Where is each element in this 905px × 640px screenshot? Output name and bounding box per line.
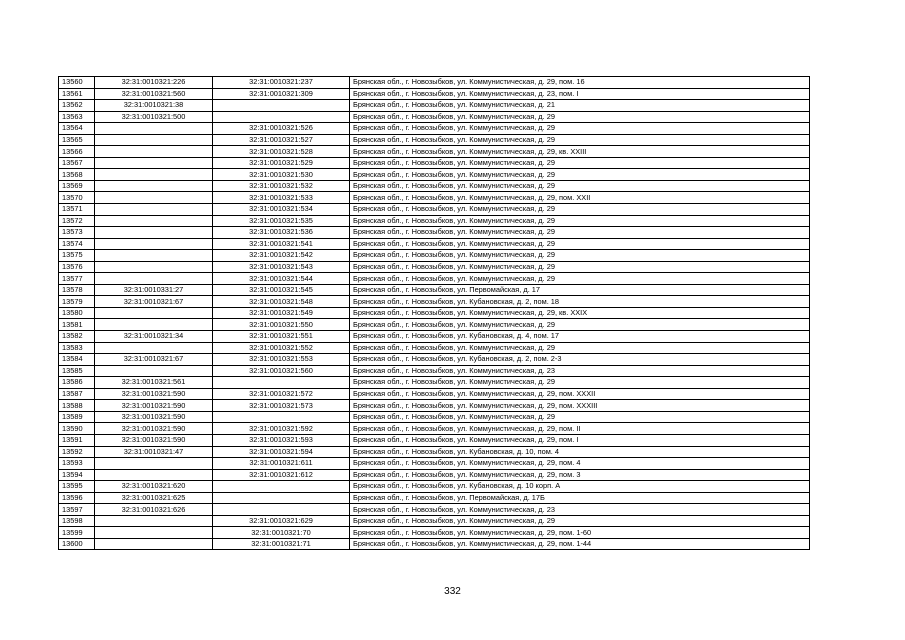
address-cell: Брянская обл., г. Новозыбков, ул. Коммунистическая, д. 29, пом. I — [350, 434, 810, 446]
cadastral-number-cell: 32:31:0010321:593 — [213, 434, 350, 446]
table-row — [59, 180, 810, 192]
address-cell: Брянская обл., г. Новозыбков, ул. Коммунистическая, д. 29 — [350, 180, 810, 192]
table-row — [59, 123, 810, 135]
parent-cadastral-number-cell — [95, 342, 213, 354]
table-row — [59, 446, 810, 458]
row-number-cell: 13575 — [59, 250, 95, 262]
cadastral-number-cell: 32:31:0010321:533 — [213, 192, 350, 204]
table-row — [59, 146, 810, 158]
parent-cadastral-number-cell: 32:31:0010321:560 — [95, 88, 213, 100]
parent-cadastral-number-cell: 32:31:0010321:47 — [95, 446, 213, 458]
address-cell: Брянская обл., г. Новозыбков, ул. Коммунистическая, д. 29 — [350, 111, 810, 123]
parent-cadastral-number-cell — [95, 250, 213, 262]
table-row — [59, 273, 810, 285]
parent-cadastral-number-cell: 32:31:0010321:67 — [95, 296, 213, 308]
table-row — [59, 227, 810, 239]
table-row — [59, 434, 810, 446]
parent-cadastral-number-cell — [95, 238, 213, 250]
address-cell: Брянская обл., г. Новозыбков, ул. Коммунистическая, д. 29, пом. 1-60 — [350, 527, 810, 539]
table-row — [59, 411, 810, 423]
row-number-cell: 13565 — [59, 134, 95, 146]
parent-cadastral-number-cell: 32:31:0010321:590 — [95, 423, 213, 435]
table-row — [59, 134, 810, 146]
row-number-cell: 13595 — [59, 481, 95, 493]
cadastral-number-cell — [213, 504, 350, 516]
parent-cadastral-number-cell: 32:31:0010321:626 — [95, 504, 213, 516]
row-number-cell: 13563 — [59, 111, 95, 123]
cadastral-number-cell: 32:31:0010321:560 — [213, 365, 350, 377]
row-number-cell: 13581 — [59, 319, 95, 331]
parent-cadastral-number-cell — [95, 157, 213, 169]
parent-cadastral-number-cell — [95, 307, 213, 319]
address-cell: Брянская обл., г. Новозыбков, ул. Коммунистическая, д. 29, пом. 4 — [350, 458, 810, 470]
table-row — [59, 261, 810, 273]
address-cell: Брянская обл., г. Новозыбков, ул. Коммунистическая, д. 29 — [350, 215, 810, 227]
table-row — [59, 458, 810, 470]
parent-cadastral-number-cell — [95, 180, 213, 192]
parent-cadastral-number-cell: 32:31:0010321:590 — [95, 388, 213, 400]
cadastral-number-cell: 32:31:0010321:612 — [213, 469, 350, 481]
row-number-cell: 13567 — [59, 157, 95, 169]
row-number-cell: 13593 — [59, 458, 95, 470]
address-cell: Брянская обл., г. Новозыбков, ул. Коммунистическая, д. 29 — [350, 411, 810, 423]
cadastral-number-cell: 32:31:0010321:534 — [213, 204, 350, 216]
address-cell: Брянская обл., г. Новозыбков, ул. Коммунистическая, д. 29 — [350, 204, 810, 216]
property-table — [58, 76, 810, 550]
row-number-cell: 13587 — [59, 388, 95, 400]
table-row — [59, 423, 810, 435]
cadastral-number-cell: 32:31:0010321:535 — [213, 215, 350, 227]
address-cell: Брянская обл., г. Новозыбков, ул. Кубановская, д. 2, пом. 2-3 — [350, 354, 810, 366]
table-row — [59, 250, 810, 262]
cadastral-number-cell: 32:31:0010321:548 — [213, 296, 350, 308]
cadastral-number-cell — [213, 111, 350, 123]
parent-cadastral-number-cell: 32:31:0010321:67 — [95, 354, 213, 366]
cadastral-number-cell: 32:31:0010321:542 — [213, 250, 350, 262]
row-number-cell: 13568 — [59, 169, 95, 181]
row-number-cell: 13600 — [59, 538, 95, 550]
address-cell: Брянская обл., г. Новозыбков, ул. Кубановская, д. 2, пом. 18 — [350, 296, 810, 308]
table-row — [59, 400, 810, 412]
row-number-cell: 13591 — [59, 434, 95, 446]
row-number-cell: 13584 — [59, 354, 95, 366]
table-row — [59, 481, 810, 493]
parent-cadastral-number-cell — [95, 204, 213, 216]
parent-cadastral-number-cell — [95, 192, 213, 204]
table-row — [59, 388, 810, 400]
cadastral-number-cell: 32:31:0010321:592 — [213, 423, 350, 435]
cadastral-number-cell — [213, 411, 350, 423]
address-cell: Брянская обл., г. Новозыбков, ул. Коммунистическая, д. 29 — [350, 515, 810, 527]
address-cell: Брянская обл., г. Новозыбков, ул. Коммунистическая, д. 29 — [350, 157, 810, 169]
row-number-cell: 13576 — [59, 261, 95, 273]
row-number-cell: 13592 — [59, 446, 95, 458]
row-number-cell: 13564 — [59, 123, 95, 135]
cadastral-number-cell: 32:31:0010321:237 — [213, 77, 350, 89]
table-row — [59, 538, 810, 550]
address-cell: Брянская обл., г. Новозыбков, ул. Коммунистическая, д. 29 — [350, 250, 810, 262]
address-cell: Брянская обл., г. Новозыбков, ул. Кубановская, д. 4, пом. 17 — [350, 331, 810, 343]
address-cell: Брянская обл., г. Новозыбков, ул. Коммунистическая, д. 29, пом. XXII — [350, 192, 810, 204]
row-number-cell: 13598 — [59, 515, 95, 527]
cadastral-number-cell: 32:31:0010321:309 — [213, 88, 350, 100]
parent-cadastral-number-cell — [95, 458, 213, 470]
table-row — [59, 342, 810, 354]
table-row — [59, 284, 810, 296]
address-cell: Брянская обл., г. Новозыбков, ул. Коммунистическая, д. 29, пом. II — [350, 423, 810, 435]
cadastral-number-cell: 32:31:0010321:527 — [213, 134, 350, 146]
row-number-cell: 13589 — [59, 411, 95, 423]
table-row — [59, 377, 810, 389]
parent-cadastral-number-cell — [95, 134, 213, 146]
cadastral-number-cell: 32:31:0010321:526 — [213, 123, 350, 135]
parent-cadastral-number-cell: 32:31:0010321:500 — [95, 111, 213, 123]
row-number-cell: 13573 — [59, 227, 95, 239]
parent-cadastral-number-cell: 32:31:0010321:561 — [95, 377, 213, 389]
cadastral-number-cell: 32:31:0010321:551 — [213, 331, 350, 343]
cadastral-number-cell: 32:31:0010321:70 — [213, 527, 350, 539]
table-row — [59, 77, 810, 89]
row-number-cell: 13597 — [59, 504, 95, 516]
cadastral-number-cell: 32:31:0010321:572 — [213, 388, 350, 400]
parent-cadastral-number-cell: 32:31:0010321:625 — [95, 492, 213, 504]
parent-cadastral-number-cell — [95, 515, 213, 527]
cadastral-number-cell: 32:31:0010321:545 — [213, 284, 350, 296]
parent-cadastral-number-cell: 32:31:0010321:590 — [95, 434, 213, 446]
table-row — [59, 365, 810, 377]
table-row — [59, 238, 810, 250]
parent-cadastral-number-cell — [95, 227, 213, 239]
address-cell: Брянская обл., г. Новозыбков, ул. Коммунистическая, д. 29 — [350, 227, 810, 239]
table-row — [59, 307, 810, 319]
table-row — [59, 169, 810, 181]
parent-cadastral-number-cell — [95, 538, 213, 550]
address-cell: Брянская обл., г. Новозыбков, ул. Коммунистическая, д. 29 — [350, 319, 810, 331]
cadastral-number-cell: 32:31:0010321:528 — [213, 146, 350, 158]
cadastral-number-cell: 32:31:0010321:611 — [213, 458, 350, 470]
table-row — [59, 88, 810, 100]
address-cell: Брянская обл., г. Новозыбков, ул. Коммунистическая, д. 29 — [350, 169, 810, 181]
table-row — [59, 504, 810, 516]
parent-cadastral-number-cell — [95, 169, 213, 181]
cadastral-number-cell: 32:31:0010321:553 — [213, 354, 350, 366]
row-number-cell: 13583 — [59, 342, 95, 354]
parent-cadastral-number-cell: 32:31:0010321:38 — [95, 100, 213, 112]
address-cell: Брянская обл., г. Новозыбков, ул. Коммунистическая, д. 29 — [350, 134, 810, 146]
address-cell: Брянская обл., г. Новозыбков, ул. Коммунистическая, д. 29 — [350, 123, 810, 135]
address-cell: Брянская обл., г. Новозыбков, ул. Кубановская, д. 10 корп. А — [350, 481, 810, 493]
parent-cadastral-number-cell: 32:31:0010321:590 — [95, 400, 213, 412]
row-number-cell: 13594 — [59, 469, 95, 481]
table-body — [59, 77, 810, 550]
row-number-cell: 13574 — [59, 238, 95, 250]
address-cell: Брянская обл., г. Новозыбков, ул. Коммунистическая, д. 29 — [350, 273, 810, 285]
row-number-cell: 13596 — [59, 492, 95, 504]
cadastral-number-cell: 32:31:0010321:544 — [213, 273, 350, 285]
row-number-cell: 13560 — [59, 77, 95, 89]
parent-cadastral-number-cell — [95, 319, 213, 331]
table-row — [59, 469, 810, 481]
address-cell: Брянская обл., г. Новозыбков, ул. Коммунистическая, д. 29 — [350, 377, 810, 389]
parent-cadastral-number-cell — [95, 261, 213, 273]
row-number-cell: 13571 — [59, 204, 95, 216]
cadastral-number-cell: 32:31:0010321:529 — [213, 157, 350, 169]
table-row — [59, 331, 810, 343]
row-number-cell: 13585 — [59, 365, 95, 377]
cadastral-number-cell: 32:31:0010321:629 — [213, 515, 350, 527]
cadastral-number-cell: 32:31:0010321:552 — [213, 342, 350, 354]
parent-cadastral-number-cell: 32:31:0010321:34 — [95, 331, 213, 343]
parent-cadastral-number-cell — [95, 365, 213, 377]
address-cell: Брянская обл., г. Новозыбков, ул. Коммунистическая, д. 29, пом. 16 — [350, 77, 810, 89]
address-cell: Брянская обл., г. Новозыбков, ул. Коммунистическая, д. 29, пом. 3 — [350, 469, 810, 481]
address-cell: Брянская обл., г. Новозыбков, ул. Коммунистическая, д. 29 — [350, 261, 810, 273]
cadastral-number-cell: 32:31:0010321:530 — [213, 169, 350, 181]
row-number-cell: 13569 — [59, 180, 95, 192]
cadastral-number-cell — [213, 481, 350, 493]
row-number-cell: 13561 — [59, 88, 95, 100]
cadastral-number-cell: 32:31:0010321:573 — [213, 400, 350, 412]
cadastral-number-cell: 32:31:0010321:541 — [213, 238, 350, 250]
cadastral-number-cell — [213, 492, 350, 504]
table-row — [59, 192, 810, 204]
cadastral-number-cell: 32:31:0010321:549 — [213, 307, 350, 319]
table-row — [59, 204, 810, 216]
parent-cadastral-number-cell — [95, 273, 213, 285]
address-cell: Брянская обл., г. Новозыбков, ул. Коммунистическая, д. 23 — [350, 365, 810, 377]
table-row — [59, 515, 810, 527]
parent-cadastral-number-cell — [95, 215, 213, 227]
table-row — [59, 492, 810, 504]
row-number-cell: 13586 — [59, 377, 95, 389]
cadastral-number-cell — [213, 100, 350, 112]
table-row — [59, 296, 810, 308]
address-cell: Брянская обл., г. Новозыбков, ул. Коммунистическая, д. 23 — [350, 504, 810, 516]
page-number: 332 — [444, 586, 461, 597]
parent-cadastral-number-cell — [95, 146, 213, 158]
row-number-cell: 13578 — [59, 284, 95, 296]
parent-cadastral-number-cell: 32:31:0010321:620 — [95, 481, 213, 493]
address-cell: Брянская обл., г. Новозыбков, ул. Первомайская, д. 17Б — [350, 492, 810, 504]
cadastral-number-cell — [213, 377, 350, 389]
address-cell: Брянская обл., г. Новозыбков, ул. Коммунистическая, д. 21 — [350, 100, 810, 112]
parent-cadastral-number-cell: 32:31:0010331:27 — [95, 284, 213, 296]
address-cell: Брянская обл., г. Новозыбков, ул. Кубановская, д. 10, пом. 4 — [350, 446, 810, 458]
row-number-cell: 13572 — [59, 215, 95, 227]
address-cell: Брянская обл., г. Новозыбков, ул. Коммунистическая, д. 29 — [350, 342, 810, 354]
address-cell: Брянская обл., г. Новозыбков, ул. Коммунистическая, д. 23, пом. I — [350, 88, 810, 100]
row-number-cell: 13566 — [59, 146, 95, 158]
cadastral-number-cell: 32:31:0010321:536 — [213, 227, 350, 239]
row-number-cell: 13570 — [59, 192, 95, 204]
cadastral-number-cell: 32:31:0010321:550 — [213, 319, 350, 331]
address-cell: Брянская обл., г. Новозыбков, ул. Коммунистическая, д. 29, пом. 1-44 — [350, 538, 810, 550]
cadastral-number-cell: 32:31:0010321:594 — [213, 446, 350, 458]
table-row — [59, 111, 810, 123]
cadastral-number-cell: 32:31:0010321:71 — [213, 538, 350, 550]
row-number-cell: 13577 — [59, 273, 95, 285]
parent-cadastral-number-cell — [95, 123, 213, 135]
table-row — [59, 100, 810, 112]
address-cell: Брянская обл., г. Новозыбков, ул. Коммунистическая, д. 29, кв. XXIII — [350, 146, 810, 158]
table-row — [59, 157, 810, 169]
cadastral-number-cell: 32:31:0010321:532 — [213, 180, 350, 192]
parent-cadastral-number-cell — [95, 527, 213, 539]
parent-cadastral-number-cell: 32:31:0010321:226 — [95, 77, 213, 89]
table-row — [59, 319, 810, 331]
row-number-cell: 13588 — [59, 400, 95, 412]
address-cell: Брянская обл., г. Новозыбков, ул. Коммунистическая, д. 29, пом. XXXII — [350, 388, 810, 400]
address-cell: Брянская обл., г. Новозыбков, ул. Первомайская, д. 17 — [350, 284, 810, 296]
row-number-cell: 13562 — [59, 100, 95, 112]
address-cell: Брянская обл., г. Новозыбков, ул. Коммунистическая, д. 29, кв. XXIX — [350, 307, 810, 319]
address-cell: Брянская обл., г. Новозыбков, ул. Коммунистическая, д. 29, пом. XXXIII — [350, 400, 810, 412]
row-number-cell: 13599 — [59, 527, 95, 539]
table-row — [59, 527, 810, 539]
address-cell: Брянская обл., г. Новозыбков, ул. Коммунистическая, д. 29 — [350, 238, 810, 250]
cadastral-number-cell: 32:31:0010321:543 — [213, 261, 350, 273]
parent-cadastral-number-cell — [95, 469, 213, 481]
table-row — [59, 215, 810, 227]
table-row — [59, 354, 810, 366]
parent-cadastral-number-cell: 32:31:0010321:590 — [95, 411, 213, 423]
row-number-cell: 13579 — [59, 296, 95, 308]
row-number-cell: 13590 — [59, 423, 95, 435]
row-number-cell: 13582 — [59, 331, 95, 343]
row-number-cell: 13580 — [59, 307, 95, 319]
